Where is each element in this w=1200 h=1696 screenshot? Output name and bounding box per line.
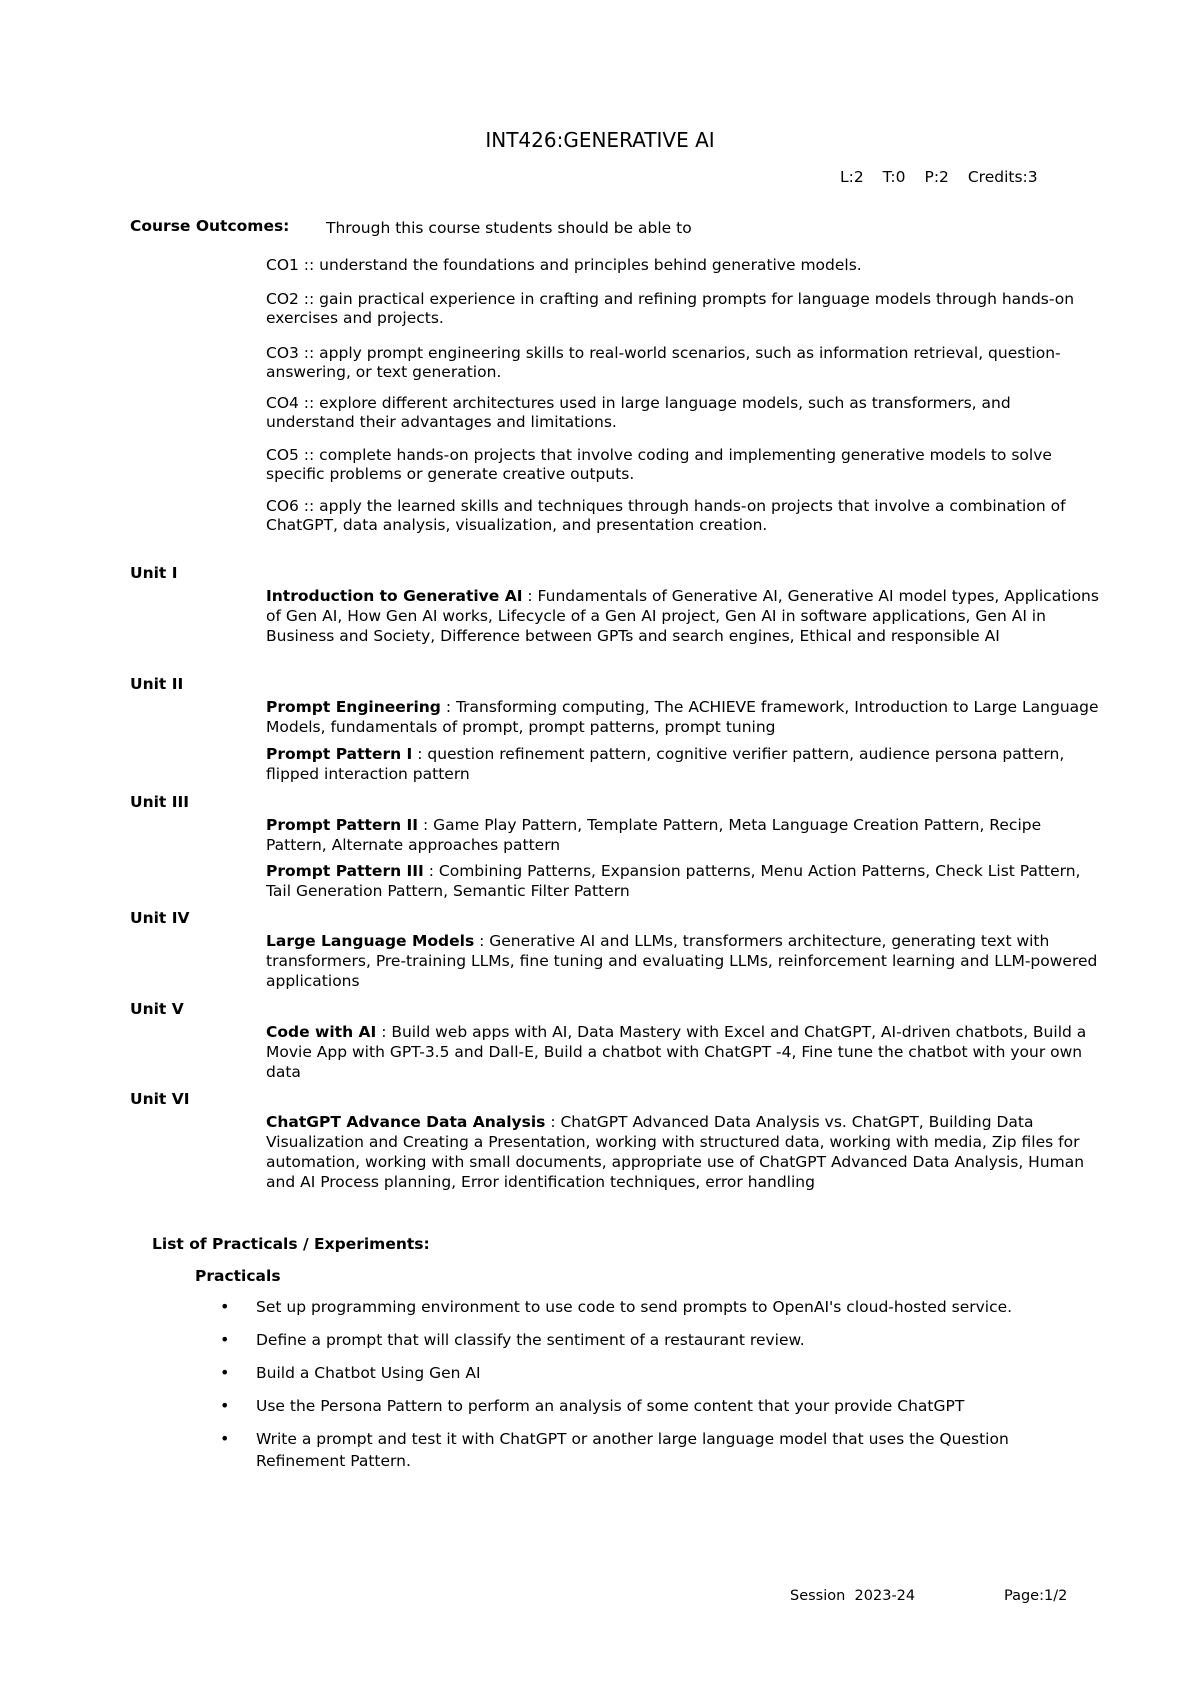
practical-hours: P:2 [924,168,949,186]
course-outcome-2: CO2 :: gain practical experience in crafting and refining prompts for language models through hands-on exercises and projects. [266,290,1075,327]
bullet-icon: • [220,1297,230,1316]
topic-title: Code with AI [266,1023,377,1041]
page-title: INT426:GENERATIVE AI [485,128,715,152]
practical-item: Write a prompt and test it with ChatGPT or another large language model that uses the Question Refinement Pattern. [256,1430,1009,1470]
topic-separator: : [423,862,439,880]
topic-body: Game Play Pattern, Template Pattern, Meta Language Creation Pattern, Recipe Pattern, Alternate approaches pattern [266,816,1042,854]
credits-line [840,167,1038,187]
page-number: Page:1/2 [1004,1588,1068,1604]
unit-topic [266,815,1106,855]
topic-title: Prompt Pattern II [266,816,419,834]
bullet-icon: • [220,1363,230,1382]
unit-label: Unit V [130,1000,184,1018]
bullet-icon: • [220,1396,230,1415]
unit-topic [266,744,1106,784]
credits-value: Credits:3 [967,168,1038,186]
practicals-subheading: Practicals [195,1267,281,1285]
topic-body: ChatGPT Advanced Data Analysis vs. ChatGPT, Building Data Visualization and Creating a Presentation, working with structured data, working with media, Zip files for automation, working with small documents, appropriate use of ChatGPT Advanced Data Analysis, Human and AI Process planning, Error identification techniques, error handling [266,1113,1085,1191]
topic-title: Prompt Pattern III [266,862,424,880]
topic-body: Build web apps with AI, Data Mastery with Excel and ChatGPT, AI-driven chatbots, Build a Movie App with GPT-3.5 and Dall-E, Build a chatbot with ChatGPT -4, Fine tune the chatbot with your own data [266,1023,1087,1081]
unit-label: Unit IV [130,909,190,927]
course-outcomes-label: Course Outcomes: [130,217,290,235]
topic-title: Large Language Models [266,932,475,950]
course-outcome-1: CO1 :: understand the foundations and principles behind generative models. [266,256,862,274]
unit-topic [266,931,1106,991]
course-outcome-3: CO3 :: apply prompt engineering skills to real-world scenarios, such as information retrieval, question-answering, or text generation. [266,344,1061,381]
topic-separator: : [474,932,490,950]
practical-item: Define a prompt that will classify the sentiment of a restaurant review. [256,1331,805,1349]
unit-topic [266,861,1106,901]
topic-separator: : [545,1113,561,1131]
topic-separator: : [418,816,434,834]
topic-body: Generative AI and LLMs, transformers architecture, generating text with transformers, Pre-training LLMs, fine tuning and evaluating LLMs, reinforcement learning and LLM-powered applications [266,932,1098,990]
unit-topic [266,1022,1106,1082]
unit-topic [266,697,1106,737]
course-outcome-6: CO6 :: apply the learned skills and techniques through hands-on projects that involve a combination of ChatGPT, data analysis, visualization, and presentation creation. [266,497,1066,534]
topic-separator: : [376,1023,392,1041]
unit-label: Unit III [130,793,190,811]
unit-label: Unit I [130,564,178,582]
practical-item: Set up programming environment to use code to send prompts to OpenAI's cloud-hosted service. [256,1298,1013,1316]
course-outcome-5: CO5 :: complete hands-on projects that involve coding and implementing generative models to solve specific problems or generate creative outputs. [266,446,1052,483]
practical-item: Build a Chatbot Using Gen AI [256,1364,481,1382]
unit-label: Unit VI [130,1090,190,1108]
topic-title: Introduction to Generative AI [266,587,523,605]
practicals-heading: List of Practicals / Experiments: [152,1235,430,1253]
session-label: Session 2023-24 [790,1588,916,1604]
lecture-hours: L:2 [840,168,864,186]
unit-topic [266,586,1106,646]
topic-separator: : [522,587,538,605]
topic-body: Transforming computing, The ACHIEVE framework, Introduction to Large Language Models, fundamentals of prompt, prompt patterns, prompt tuning [266,698,1099,736]
topic-title: Prompt Pattern I [266,745,413,763]
bullet-icon: • [220,1429,230,1448]
bullet-icon: • [220,1330,230,1349]
topic-body: Fundamentals of Generative AI, Generative AI model types, Applications of Gen AI, How Gen AI works, Lifecycle of a Gen AI project, Gen AI in software applications, Gen AI in Business and Society, Difference between GPTs and search engines, Ethical and responsible AI [266,587,1099,645]
topic-title: ChatGPT Advance Data Analysis [266,1113,546,1131]
topic-separator: : [412,745,428,763]
course-outcome-4: CO4 :: explore different architectures used in large language models, such as transformers, and understand their advantages and limitations. [266,394,1011,431]
course-outcomes-intro: Through this course students should be able to [326,219,692,237]
topic-separator: : [440,698,456,716]
tutorial-hours: T:0 [882,168,906,186]
topic-body: question refinement pattern, cognitive verifier pattern, audience persona pattern, flipped interaction pattern [266,745,1065,783]
topic-body: Combining Patterns, Expansion patterns, Menu Action Patterns, Check List Pattern, Tail Generation Pattern, Semantic Filter Pattern [266,862,1081,900]
unit-label: Unit II [130,675,184,693]
topic-title: Prompt Engineering [266,698,441,716]
practical-item: Use the Persona Pattern to perform an analysis of some content that your provide ChatGPT [256,1397,965,1415]
unit-topic [266,1112,1106,1192]
